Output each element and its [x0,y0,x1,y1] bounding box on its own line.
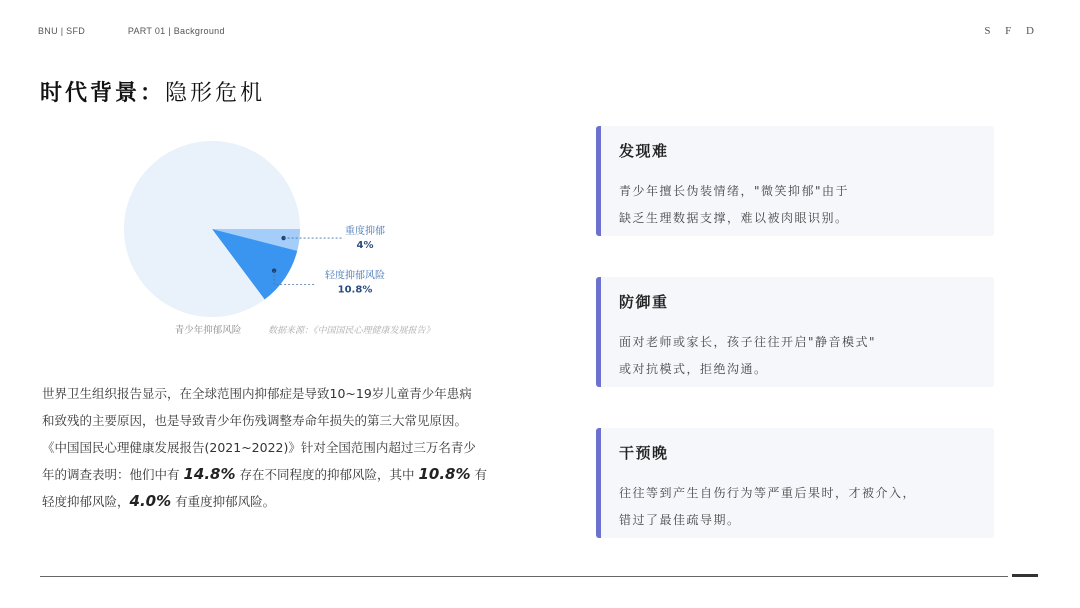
stat-mild: 10.8% [418,465,471,483]
data-source-note: 数据来源：《中国国民心理健康发展报告》 [268,326,435,336]
card-line: 错过了最佳疏导期。 [619,513,741,527]
card-line: 青少年擅长伪装情绪，"微笑抑郁"由于 [619,184,850,198]
card-body [619,329,989,383]
card-defense [596,277,994,387]
pie-chart-svg [110,130,490,350]
card-discovery [596,126,994,236]
pie-chart [110,130,490,350]
header-breadcrumb [38,26,265,36]
page-title-light: 隐形危机 [165,81,266,106]
logo-text: S F D [984,25,1040,37]
card-body [619,480,989,534]
paragraph-line [42,461,522,488]
page-title [40,76,265,107]
paragraph-line: 和致残的主要原因，也是导致青少年伤残调整寿命年损失的第三大常见原因。 [42,413,468,428]
stat-severe: 4.0% [129,492,172,510]
paragraph-text: 存在不同程度的抑郁风险，其中 [235,467,419,482]
card-intervention [596,428,994,538]
card-line: 或对抗模式，拒绝沟通。 [619,362,768,376]
part-label: PART 01 | Background [127,26,225,36]
paragraph-line: 世界卫生组织报告显示，在全球范围内抑郁症是导致10~19岁儿童青少年患病 [42,386,472,401]
paragraph-text: 有 [470,467,488,482]
card-line: 缺乏生理数据支撑，难以被肉眼识别。 [619,211,849,225]
card-title: 防御重 [619,293,669,311]
paragraph-text: 年的调查表明：他们中有 [42,467,184,482]
page-title-strong: 时代背景： [40,81,166,106]
card-line: 面对老师或家长，孩子往往开启"静音模式" [619,335,877,349]
paragraph-text: 轻度抑郁风险， [42,494,130,509]
card-body [619,178,989,232]
paragraph-line: 《中国国民心理健康发展报告(2021~2022)》针对全国范围内超过三万名青少 [42,440,476,455]
brand-label: BNU | SFD [38,26,86,36]
footer-divider [40,576,1008,577]
card-line: 往往等到产生自伤行为等严重后果时，才被介入， [619,486,917,500]
paragraph-text: 有重度抑郁风险。 [171,494,276,509]
stat-total: 14.8% [183,465,236,483]
slice-label-severe: 重度抑郁 [345,226,385,238]
paragraph-line [42,488,522,515]
card-title: 发现难 [619,142,669,160]
pie-caption: 青少年抑郁风险 [174,325,242,336]
slice-value-mild: 10.8% [337,284,373,296]
slice-value-severe: 4% [356,240,374,252]
card-title: 干预晚 [619,444,669,462]
body-paragraph [42,380,522,515]
slice-label-mild: 轻度抑郁风险 [325,270,385,282]
page-indicator [1012,574,1038,577]
